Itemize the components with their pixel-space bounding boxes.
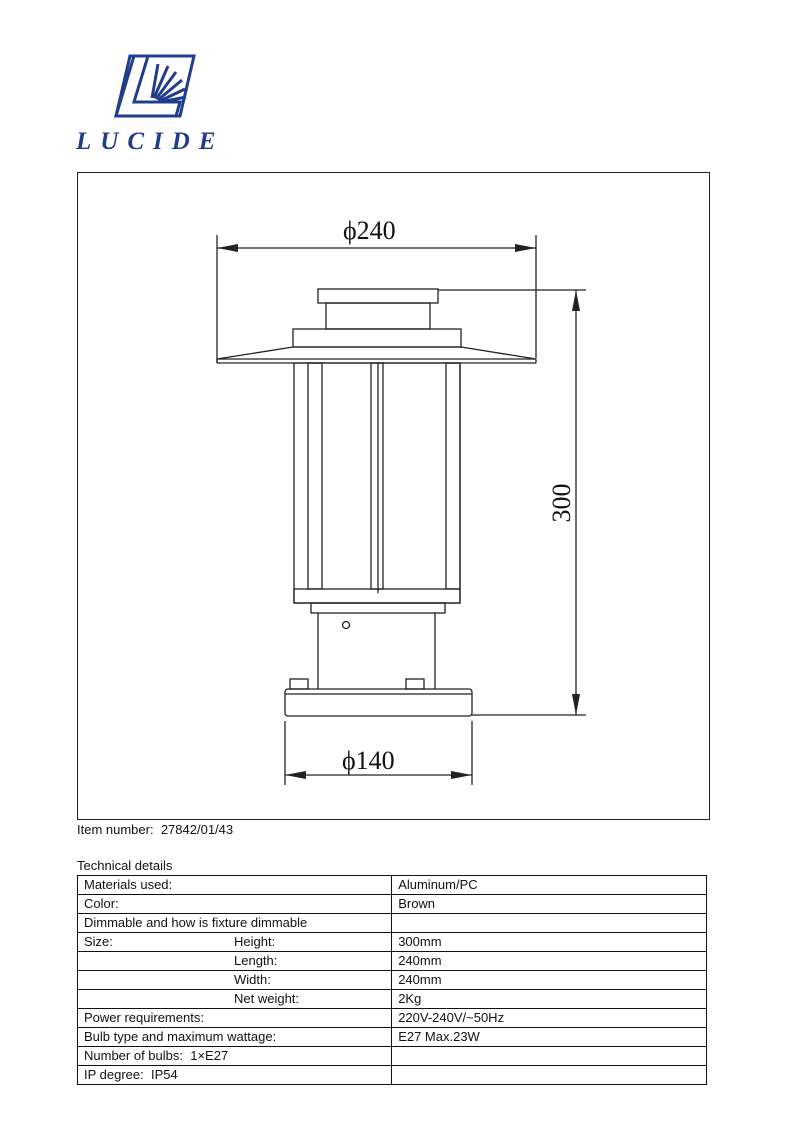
height-label: 300 xyxy=(547,483,576,523)
spec-key: Length: xyxy=(234,953,278,968)
spec-key: Number of bulbs: xyxy=(84,1048,183,1063)
table-row xyxy=(78,1066,707,1085)
spec-value: Aluminum/PC xyxy=(392,876,707,895)
table-row xyxy=(78,933,707,952)
item-number-value: 27842/01/43 xyxy=(160,822,234,837)
spec-key: Net weight: xyxy=(234,991,300,1006)
table-row xyxy=(78,876,707,895)
top-diameter-label: ϕ240 xyxy=(343,216,396,245)
spec-key: Dimmable and how is fixture dimmable xyxy=(78,914,392,933)
spec-key: Bulb type and maximum wattage: xyxy=(78,1028,392,1047)
table-row xyxy=(78,990,707,1009)
spec-key-size xyxy=(78,952,392,971)
table-row xyxy=(78,895,707,914)
spec-value: Brown xyxy=(392,895,707,914)
table-row xyxy=(78,914,707,933)
spec-key-inline xyxy=(78,1066,392,1085)
spec-value: 240mm xyxy=(392,971,707,990)
lamp-drawing xyxy=(78,173,711,821)
spec-inline-value: 1×E27 xyxy=(190,1048,229,1063)
spec-key: Power requirements: xyxy=(78,1009,392,1028)
spec-key-inline xyxy=(78,1047,392,1066)
table-row xyxy=(78,1028,707,1047)
spec-value xyxy=(392,914,707,933)
table-row xyxy=(78,971,707,990)
spec-value: 2Kg xyxy=(392,990,707,1009)
item-number xyxy=(77,822,233,837)
spec-value-empty xyxy=(392,1066,707,1085)
spec-value-empty xyxy=(392,1047,707,1066)
spec-key-size xyxy=(78,933,392,952)
technical-details-title: Technical details xyxy=(77,858,173,873)
spec-value: 220V-240V/~50Hz xyxy=(392,1009,707,1028)
item-number-label: Item number: xyxy=(77,822,154,837)
spec-value: 240mm xyxy=(392,952,707,971)
table-row xyxy=(78,1009,707,1028)
spec-inline-value: IP54 xyxy=(151,1067,178,1082)
spec-key: Width: xyxy=(234,972,271,987)
spec-key: Color: xyxy=(78,895,392,914)
table-row xyxy=(78,952,707,971)
spec-key-size xyxy=(78,990,392,1009)
table-row xyxy=(78,1047,707,1066)
spec-key: Materials used: xyxy=(78,876,392,895)
spec-value: 300mm xyxy=(392,933,707,952)
base-diameter-label: ϕ140 xyxy=(342,746,395,775)
spec-value: E27 Max.23W xyxy=(392,1028,707,1047)
spec-table xyxy=(77,875,707,1085)
size-label: Size: xyxy=(84,934,113,949)
technical-drawing xyxy=(77,172,710,820)
spec-key-size xyxy=(78,971,392,990)
spec-key: IP degree: xyxy=(84,1067,144,1082)
brand-name: LUCIDE xyxy=(76,128,225,155)
spec-key: Height: xyxy=(234,934,276,949)
